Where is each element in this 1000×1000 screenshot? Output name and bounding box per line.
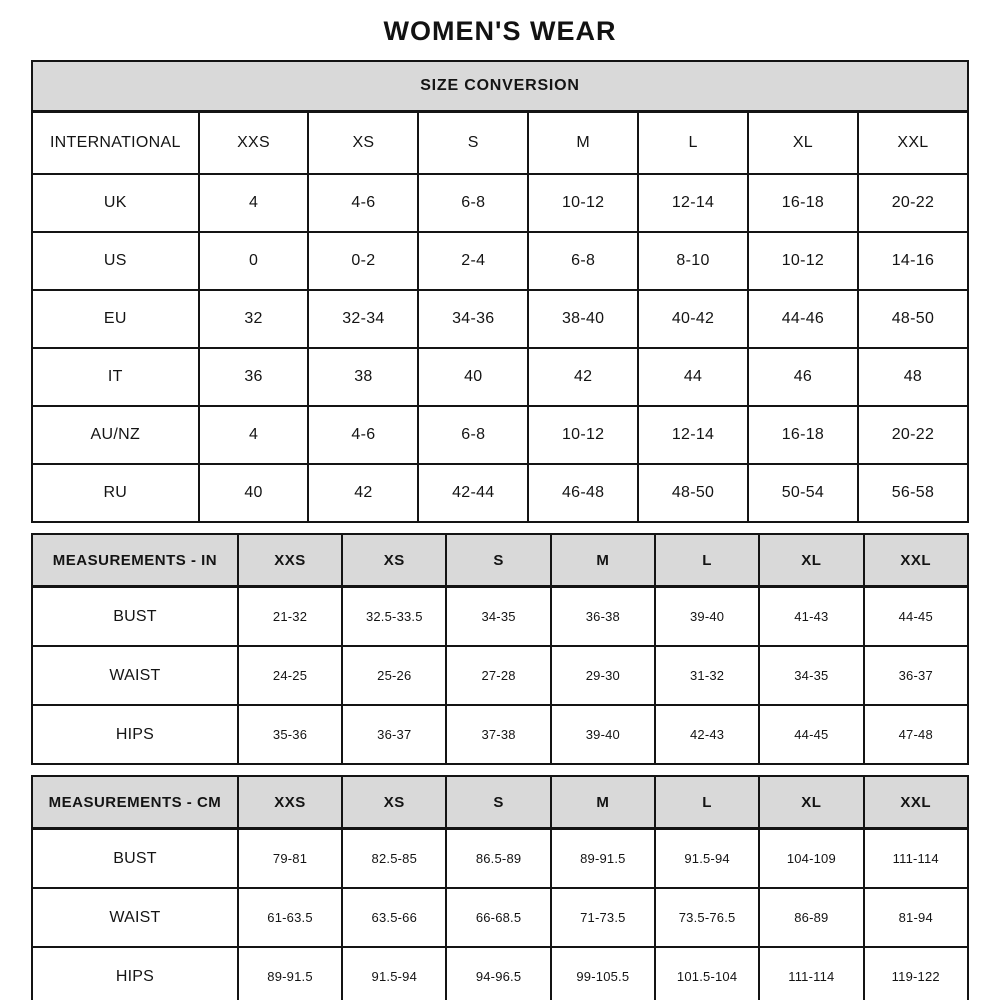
value-cell: 12-14 — [638, 174, 748, 232]
header-cell: S — [446, 534, 550, 587]
table-row-uk — [32, 174, 968, 232]
table-row-bust-in — [32, 587, 968, 647]
value-cell: 48 — [858, 348, 968, 406]
value-cell: 10-12 — [528, 406, 638, 464]
value-cell: 56-58 — [858, 464, 968, 522]
value-cell: 86-89 — [759, 888, 863, 947]
value-cell: 21-32 — [238, 587, 342, 647]
value-cell: 99-105.5 — [551, 947, 655, 1000]
value-cell: 42-43 — [655, 705, 759, 764]
table-gap — [0, 765, 1000, 775]
value-cell: 38-40 — [528, 290, 638, 348]
value-cell: 36-37 — [864, 646, 969, 705]
header-cell: XXL — [864, 534, 969, 587]
value-cell: 50-54 — [748, 464, 858, 522]
table-row-ru — [32, 464, 968, 522]
header-cell: L — [638, 112, 748, 175]
measurements-in-table — [31, 533, 969, 765]
header-cell: INTERNATIONAL — [32, 112, 199, 175]
value-cell: 34-35 — [446, 587, 550, 647]
value-cell: 111-114 — [864, 829, 969, 889]
row-label-cell: HIPS — [32, 947, 238, 1000]
value-cell: 41-43 — [759, 587, 863, 647]
header-cell: S — [446, 776, 550, 829]
value-cell: 40 — [418, 348, 528, 406]
value-cell: 89-91.5 — [551, 829, 655, 889]
value-cell: 119-122 — [864, 947, 969, 1000]
value-cell: 91.5-94 — [655, 829, 759, 889]
value-cell: 14-16 — [858, 232, 968, 290]
value-cell: 63.5-66 — [342, 888, 446, 947]
value-cell: 36-38 — [551, 587, 655, 647]
value-cell: 4 — [199, 406, 309, 464]
header-cell: M — [551, 776, 655, 829]
value-cell: 10-12 — [528, 174, 638, 232]
value-cell: 86.5-89 — [446, 829, 550, 889]
header-cell: L — [655, 776, 759, 829]
value-cell: 48-50 — [858, 290, 968, 348]
value-cell: 4-6 — [308, 174, 418, 232]
value-cell: 42-44 — [418, 464, 528, 522]
header-cell: MEASUREMENTS - IN — [32, 534, 238, 587]
value-cell: 2-4 — [418, 232, 528, 290]
value-cell: 79-81 — [238, 829, 342, 889]
value-cell: 12-14 — [638, 406, 748, 464]
header-cell: S — [418, 112, 528, 175]
table-row-waist-in — [32, 646, 968, 705]
value-cell: 8-10 — [638, 232, 748, 290]
table-row-us — [32, 232, 968, 290]
table-row-bust-cm — [32, 829, 968, 889]
header-cell: L — [655, 534, 759, 587]
header-cell: M — [551, 534, 655, 587]
table-gap — [0, 523, 1000, 533]
value-cell: 36 — [199, 348, 309, 406]
value-cell: 29-30 — [551, 646, 655, 705]
value-cell: 25-26 — [342, 646, 446, 705]
header-cell: MEASUREMENTS - CM — [32, 776, 238, 829]
table-row-aunz — [32, 406, 968, 464]
row-label-cell: UK — [32, 174, 199, 232]
size-conversion-title: SIZE CONVERSION — [32, 61, 968, 112]
value-cell: 81-94 — [864, 888, 969, 947]
size-conversion-table — [31, 60, 969, 523]
header-cell: XXS — [238, 776, 342, 829]
value-cell: 61-63.5 — [238, 888, 342, 947]
value-cell: 40-42 — [638, 290, 748, 348]
value-cell: 46 — [748, 348, 858, 406]
value-cell: 34-35 — [759, 646, 863, 705]
value-cell: 32-34 — [308, 290, 418, 348]
header-cell: XL — [748, 112, 858, 175]
value-cell: 24-25 — [238, 646, 342, 705]
header-cell: XL — [759, 534, 863, 587]
value-cell: 20-22 — [858, 406, 968, 464]
row-label-cell: AU/NZ — [32, 406, 199, 464]
size-conversion-title-row — [32, 61, 968, 112]
value-cell: 101.5-104 — [655, 947, 759, 1000]
header-cell: XXS — [238, 534, 342, 587]
measurements-cm-table — [31, 775, 969, 1000]
value-cell: 48-50 — [638, 464, 748, 522]
value-cell: 6-8 — [418, 406, 528, 464]
value-cell: 36-37 — [342, 705, 446, 764]
header-cell: XXS — [199, 112, 309, 175]
value-cell: 38 — [308, 348, 418, 406]
size-conversion-header-row — [32, 112, 968, 175]
value-cell: 91.5-94 — [342, 947, 446, 1000]
value-cell: 104-109 — [759, 829, 863, 889]
value-cell: 16-18 — [748, 406, 858, 464]
value-cell: 111-114 — [759, 947, 863, 1000]
row-label-cell: HIPS — [32, 705, 238, 764]
value-cell: 44-45 — [759, 705, 863, 764]
value-cell: 73.5-76.5 — [655, 888, 759, 947]
value-cell: 16-18 — [748, 174, 858, 232]
measurements-in-header-row — [32, 534, 968, 587]
value-cell: 39-40 — [655, 587, 759, 647]
row-label-cell: WAIST — [32, 646, 238, 705]
value-cell: 44-45 — [864, 587, 969, 647]
value-cell: 35-36 — [238, 705, 342, 764]
value-cell: 32.5-33.5 — [342, 587, 446, 647]
value-cell: 42 — [528, 348, 638, 406]
value-cell: 47-48 — [864, 705, 969, 764]
header-cell: M — [528, 112, 638, 175]
value-cell: 6-8 — [528, 232, 638, 290]
header-cell: XS — [342, 776, 446, 829]
value-cell: 0-2 — [308, 232, 418, 290]
value-cell: 4 — [199, 174, 309, 232]
value-cell: 4-6 — [308, 406, 418, 464]
row-label-cell: IT — [32, 348, 199, 406]
value-cell: 27-28 — [446, 646, 550, 705]
value-cell: 6-8 — [418, 174, 528, 232]
value-cell: 34-36 — [418, 290, 528, 348]
value-cell: 66-68.5 — [446, 888, 550, 947]
row-label-cell: BUST — [32, 587, 238, 647]
header-cell: XXL — [864, 776, 969, 829]
table-row-eu — [32, 290, 968, 348]
value-cell: 71-73.5 — [551, 888, 655, 947]
header-cell: XXL — [858, 112, 968, 175]
value-cell: 20-22 — [858, 174, 968, 232]
table-row-hips-cm — [32, 947, 968, 1000]
page-title: WOMEN'S WEAR — [383, 16, 617, 46]
value-cell: 0 — [199, 232, 309, 290]
value-cell: 82.5-85 — [342, 829, 446, 889]
value-cell: 46-48 — [528, 464, 638, 522]
value-cell: 40 — [199, 464, 309, 522]
measurements-cm-header-row — [32, 776, 968, 829]
value-cell: 37-38 — [446, 705, 550, 764]
table-row-it — [32, 348, 968, 406]
header-cell: XS — [308, 112, 418, 175]
value-cell: 39-40 — [551, 705, 655, 764]
header-cell: XS — [342, 534, 446, 587]
table-row-waist-cm — [32, 888, 968, 947]
value-cell: 31-32 — [655, 646, 759, 705]
row-label-cell: WAIST — [32, 888, 238, 947]
row-label-cell: RU — [32, 464, 199, 522]
value-cell: 10-12 — [748, 232, 858, 290]
value-cell: 44-46 — [748, 290, 858, 348]
table-row-hips-in — [32, 705, 968, 764]
value-cell: 32 — [199, 290, 309, 348]
row-label-cell: BUST — [32, 829, 238, 889]
value-cell: 42 — [308, 464, 418, 522]
header-cell: XL — [759, 776, 863, 829]
row-label-cell: EU — [32, 290, 199, 348]
row-label-cell: US — [32, 232, 199, 290]
value-cell: 94-96.5 — [446, 947, 550, 1000]
value-cell: 44 — [638, 348, 748, 406]
value-cell: 89-91.5 — [238, 947, 342, 1000]
